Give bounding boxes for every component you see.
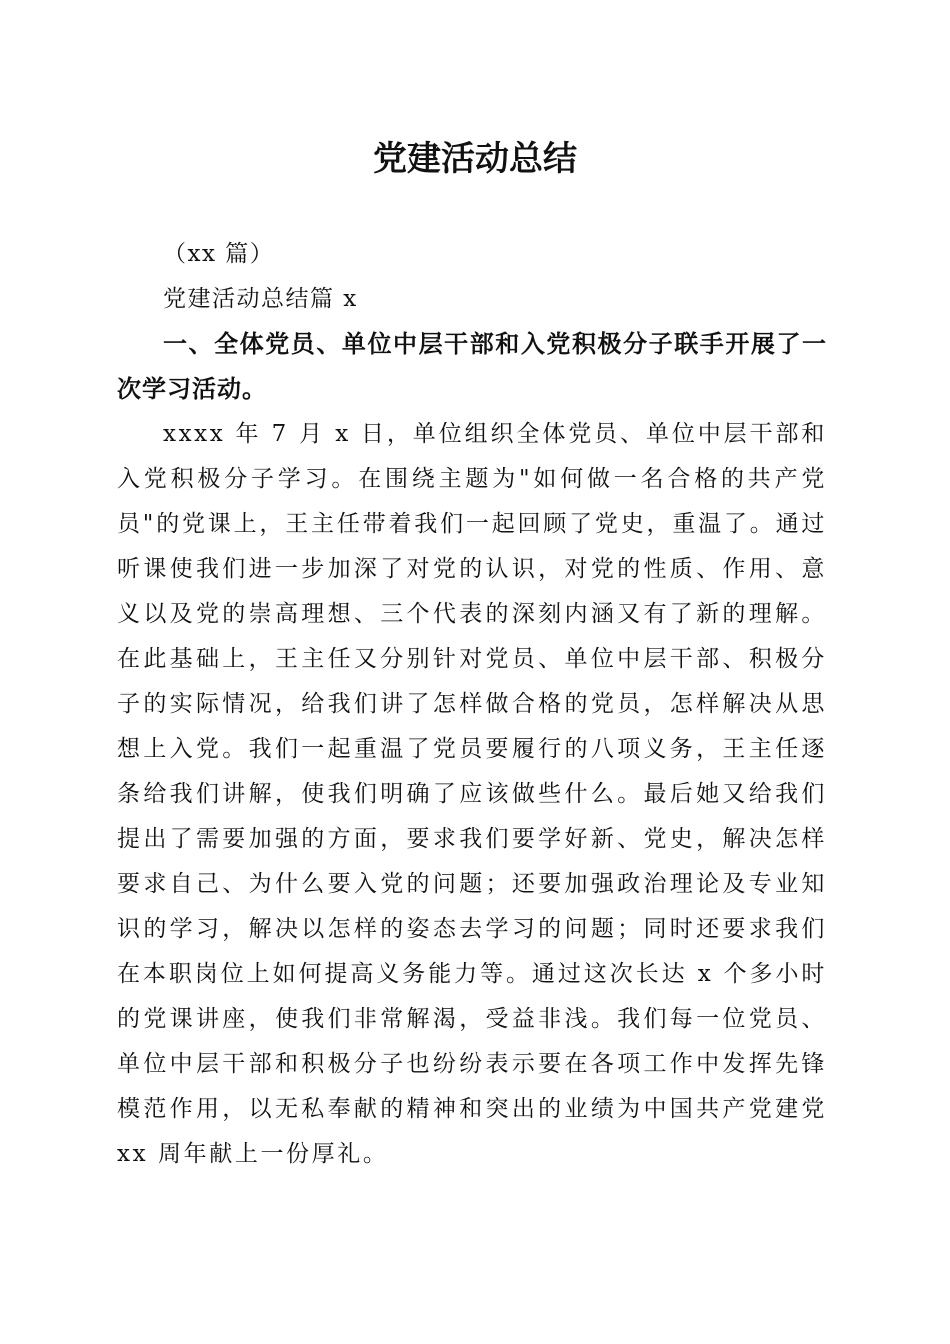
section-label: 党建活动总结篇 x — [163, 286, 358, 312]
document-body — [117, 232, 827, 1177]
document-title: 党建活动总结 — [373, 139, 577, 179]
body-paragraph: xxxx 年 7 月 x 日，单位组织全体党员、单位中层干部和入党积极分子学习。在围绕主题为"如何做一名合格的共产党员"的党课上，王主任带着我们一起回顾了党史，重温了。通过听课使我们进一步加深了对党的认识，对党的性质、作用、意义以及党的崇高理想、三个代表的深刻内涵又有了新的理解。在此基础上，王主任又分别针对党员、单位中层干部、积极分子的实际情况，给我们讲了怎样做合格的党员，怎样解决从思想上入党。我们一起重温了党员要履行的八项义务，王主任逐条给我们讲解，使我们明确了应该做些什么。最后她又给我们提出了需要加强的方面，要求我们要学好新、党史，解决怎样要求自己、为什么要入党的问题；还要加强政治理论及专业知识的学习，解决以怎样的姿态去学习的问题；同时还要求我们在本职岗位上如何提高义务能力等。通过这次长达 x 个多小时的党课讲座，使我们非常解渴，受益非浅。我们每一位党员、单位中层干部和积极分子也纷纷表示要在各项工作中发挥先锋模范作用，以无私奉献的精神和突出的业绩为中国共产党建党 xx 周年献上一份厚礼。 — [117, 421, 827, 1167]
subtitle: （xx 篇） — [163, 241, 275, 267]
section-heading: 一、全体党员、单位中层干部和入党积极分子联手开展了一次学习活动。 — [117, 330, 827, 403]
